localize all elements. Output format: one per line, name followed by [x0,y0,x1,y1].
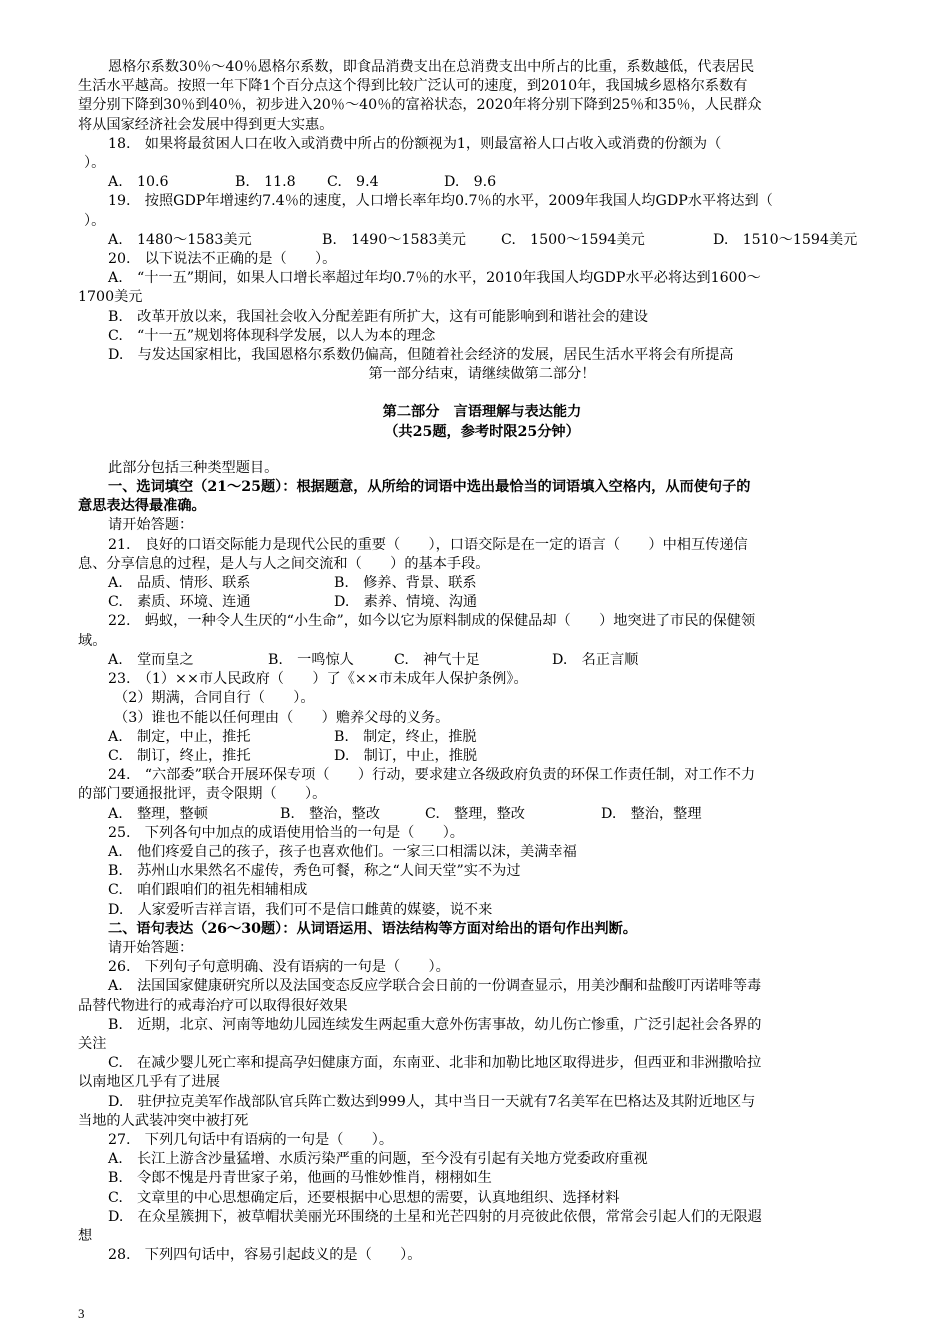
q26-option-a[interactable]: A. 法国国家健康研究所以及法国变态反应学联合会日前的一份调查显示，用美沙酮和盐酸叮丙诺啡等毒 [108,978,762,995]
q21-options-row2 [78,593,886,612]
q21-option-b[interactable]: B. 修养、背景、联系 [334,575,477,592]
q26-option-b[interactable]: B. 近期，北京、河南等地幼儿园连续发生两起重大意外伤害事故，幼儿伤亡惨重，广泛引起社会各界的 [108,1016,762,1033]
q20-stem: 20. 以下说法不正确的是（ ）。 [108,251,337,268]
q20-option-b[interactable]: B. 改革开放以来，我国社会收入分配差距有所扩大，这有可能影响到和谐社会的建设 [108,308,648,325]
q28-stem: 28. 下列四句话中，容易引起歧义的是（ ）。 [108,1247,422,1264]
q23-options-row2 [78,747,886,766]
q23-item-2: （2）期满，合同自行（ ）。 [114,690,315,707]
q23-options-row1 [78,728,886,747]
q22-options [78,651,886,670]
section1-start: 请开始答题： [108,517,194,534]
q22-option-d[interactable]: D. 名正言顺 [552,651,639,668]
page-number: 3 [78,1306,85,1321]
q20-option-c[interactable]: C. “十一五”规划将体现科学发展，以人为本的理念 [108,327,436,344]
q24-option-c[interactable]: C. 整理，整改 [425,805,525,822]
q23-option-c[interactable]: C. 制订，终止，推托 [108,747,251,764]
q19-option-c[interactable]: C. 1500～1594美元 [501,231,645,248]
intro-line-3: 望分别下降到30％到40％，初步进入20％～40％的富裕状态，2020年将分别下降到25％和35％，人民群众 [78,97,762,114]
q23-option-a[interactable]: A. 制定，中止，推托 [108,728,251,745]
q27-option-d-cont: 想 [78,1227,93,1244]
q24-stem-cont: 的部门要通报批评，责令限期（ ）。 [78,786,327,803]
q27-option-b[interactable]: B. 令郎不愧是丹青世家子弟，他画的马惟妙惟肖，栩栩如生 [108,1170,492,1187]
q22-option-b[interactable]: B. 一鸣惊人 [268,651,354,668]
q24-options [78,805,886,824]
q20-option-a[interactable]: A. “十一五”期间，如果人口增长率超过年均0.7％的水平，2010年我国人均GDP水平必将达到1600～ [108,270,761,287]
intro-line-1: 恩格尔系数30％～40％恩格尔系数，即食品消费支出在总消费支出中所占的比重，系数越低，代表居民 [108,59,755,75]
intro-line-4: 将从国家经济社会发展中得到更大实惠。 [78,116,334,133]
q24-option-d[interactable]: D. 整治，整理 [601,805,702,822]
q19-option-d[interactable]: D. 1510～1594美元 [713,231,858,248]
q27-option-a[interactable]: A. 长江上游含沙量猛增、水质污染严重的问题，至今没有引起有关地方党委政府重视 [108,1151,648,1168]
q19-option-a[interactable]: A. 1480～1583美元 [108,231,252,248]
q25-option-b[interactable]: B. 苏州山水果然名不虚传，秀色可餐，称之“人间天堂”实不为过 [108,863,521,880]
q19-options [78,231,886,250]
q23-stem: 23. （1）××市人民政府（ ）了《××市未成年人保护条例》。 [108,671,528,688]
q21-options-row1 [78,574,886,593]
q27-stem: 27. 下列几句话中有语病的一句是（ ）。 [108,1131,394,1148]
q23-option-b[interactable]: B. 制定，终止，推脱 [334,728,477,745]
q20-option-a-cont: 1700美元 [78,289,143,306]
q26-option-b-cont: 关注 [78,1035,107,1052]
part1-end-note: 第一部分结束，请继续做第二部分！ [368,366,596,383]
q21-stem-cont: 息、分享信息的过程，是人与人之间交流和（ ）的基本手段。 [78,555,490,572]
q26-option-d[interactable]: D. 驻伊拉克美军作战部队官兵阵亡数达到999人，其中当日一天就有7名美军在巴格达及其附近地区与 [108,1093,756,1110]
q25-option-a[interactable]: A. 他们疼爱自己的孩子，孩子也喜欢他们。一家三口相濡以沫，美满幸福 [108,843,577,860]
q19-stem: 19. 按照GDP年增速约7.4％的速度，人口增长率年均0.7％的水平，2009年我国人均GDP水平将达到（ [108,193,773,210]
q24-option-a[interactable]: A. 整理，整顿 [108,805,208,822]
q26-option-c[interactable]: C. 在减少婴儿死亡率和提高孕妇健康方面，东南亚、北非和加勒比地区取得进步，但西亚和非洲撒哈拉 [108,1055,762,1072]
part2-title: 第二部分 言语理解与表达能力 [382,404,582,421]
q21-option-d[interactable]: D. 素养、情境、沟通 [334,594,478,611]
q26-option-a-cont: 品替代物进行的戒毒治疗可以取得很好效果 [78,997,348,1014]
q18-stem: 18. 如果将最贫困人口在收入或消费中所占的份额视为1，则最富裕人口占收入或消费的份额为（ [108,135,722,152]
q26-option-c-cont: 以南地区几乎有了进展 [78,1074,220,1091]
q22-option-a[interactable]: A. 堂而皇之 [108,651,194,668]
section2-start: 请开始答题： [108,939,194,956]
q20-option-d[interactable]: D. 与发达国家相比，我国恩格尔系数仍偏高，但随着社会经济的发展，居民生活水平将会有所提高 [108,347,734,364]
q25-stem: 25. 下列各句中加点的成语使用恰当的一句是（ ）。 [108,824,464,841]
section1-heading: 一、选词填空（21～25题）：根据题意，从所给的词语中选出最恰当的词语填入空格内，从而使句子的 [108,479,751,496]
intro-line-2: 生活水平越高。按照一年下降1个百分点这个得到比较广泛认可的速度，到2010年，我国城乡恩格尔系数有 [78,78,748,95]
q27-option-c[interactable]: C. 文章里的中心思想确定后，还要根据中心思想的需要，认真地组织、选择材料 [108,1189,620,1206]
q19-stem-end: ）。 [84,212,106,229]
q25-option-c[interactable]: C. 咱们跟咱们的祖先相辅相成 [108,882,308,899]
q22-stem: 22. 蚂蚁，一种令人生厌的“小生命”，如今以它为原料制成的保健品却（ ）地突进了市民的保健领 [108,613,756,630]
document-page [78,58,886,1265]
part2-subtitle: （共25题，参考时限25分钟） [384,423,580,440]
part2-intro: 此部分包括三种类型题目。 [108,459,279,476]
section1-heading-cont: 意思表达得最准确。 [78,498,206,515]
q18-stem-end: ）。 [84,155,106,172]
q18-option-c[interactable]: C. 9.4 [327,174,379,191]
q21-option-c[interactable]: C. 素质、环境、连通 [108,594,251,611]
q24-stem: 24. “六部委”联合开展环保专项（ ）行动，要求建立各级政府负责的环保工作责任制，对工作不力 [108,767,756,784]
q18-options [78,173,886,192]
q26-option-d-cont: 当地的人武装冲突中被打死 [78,1112,249,1129]
q23-item-3: （3）谁也不能以任何理由（ ）赡养父母的义务。 [114,709,450,726]
q21-option-a[interactable]: A. 品质、情形、联系 [108,575,251,592]
q23-option-d[interactable]: D. 制订，中止，推脱 [334,747,478,764]
q18-option-b[interactable]: B. 11.8 [235,174,296,191]
q22-stem-cont: 域。 [78,632,107,649]
q18-option-a[interactable]: A. 10.6 [108,174,169,191]
q25-option-d[interactable]: D. 人家爱听吉祥言语，我们可不是信口雌黄的媒婆，说不来 [108,901,493,918]
q27-option-d[interactable]: D. 在众星簇拥下，被草帽状美丽光环围绕的土星和光芒四射的月亮彼此依偎，常常会引起人们的无限遐 [108,1208,762,1225]
q19-option-b[interactable]: B. 1490～1583美元 [322,231,466,248]
q26-stem: 26. 下列句子句意明确、没有语病的一句是（ ）。 [108,959,450,976]
q22-option-c[interactable]: C. 神气十足 [394,651,480,668]
q21-stem: 21. 良好的口语交际能力是现代公民的重要（ ），口语交际是在一定的语言（ ）中相互传递信 [108,536,748,553]
q18-option-d[interactable]: D. 9.6 [444,174,497,191]
section2-heading: 二、语句表达（26～30题）：从词语运用、语法结构等方面对给出的语句作出判断。 [108,920,637,937]
q24-option-b[interactable]: B. 整治，整改 [280,805,381,822]
